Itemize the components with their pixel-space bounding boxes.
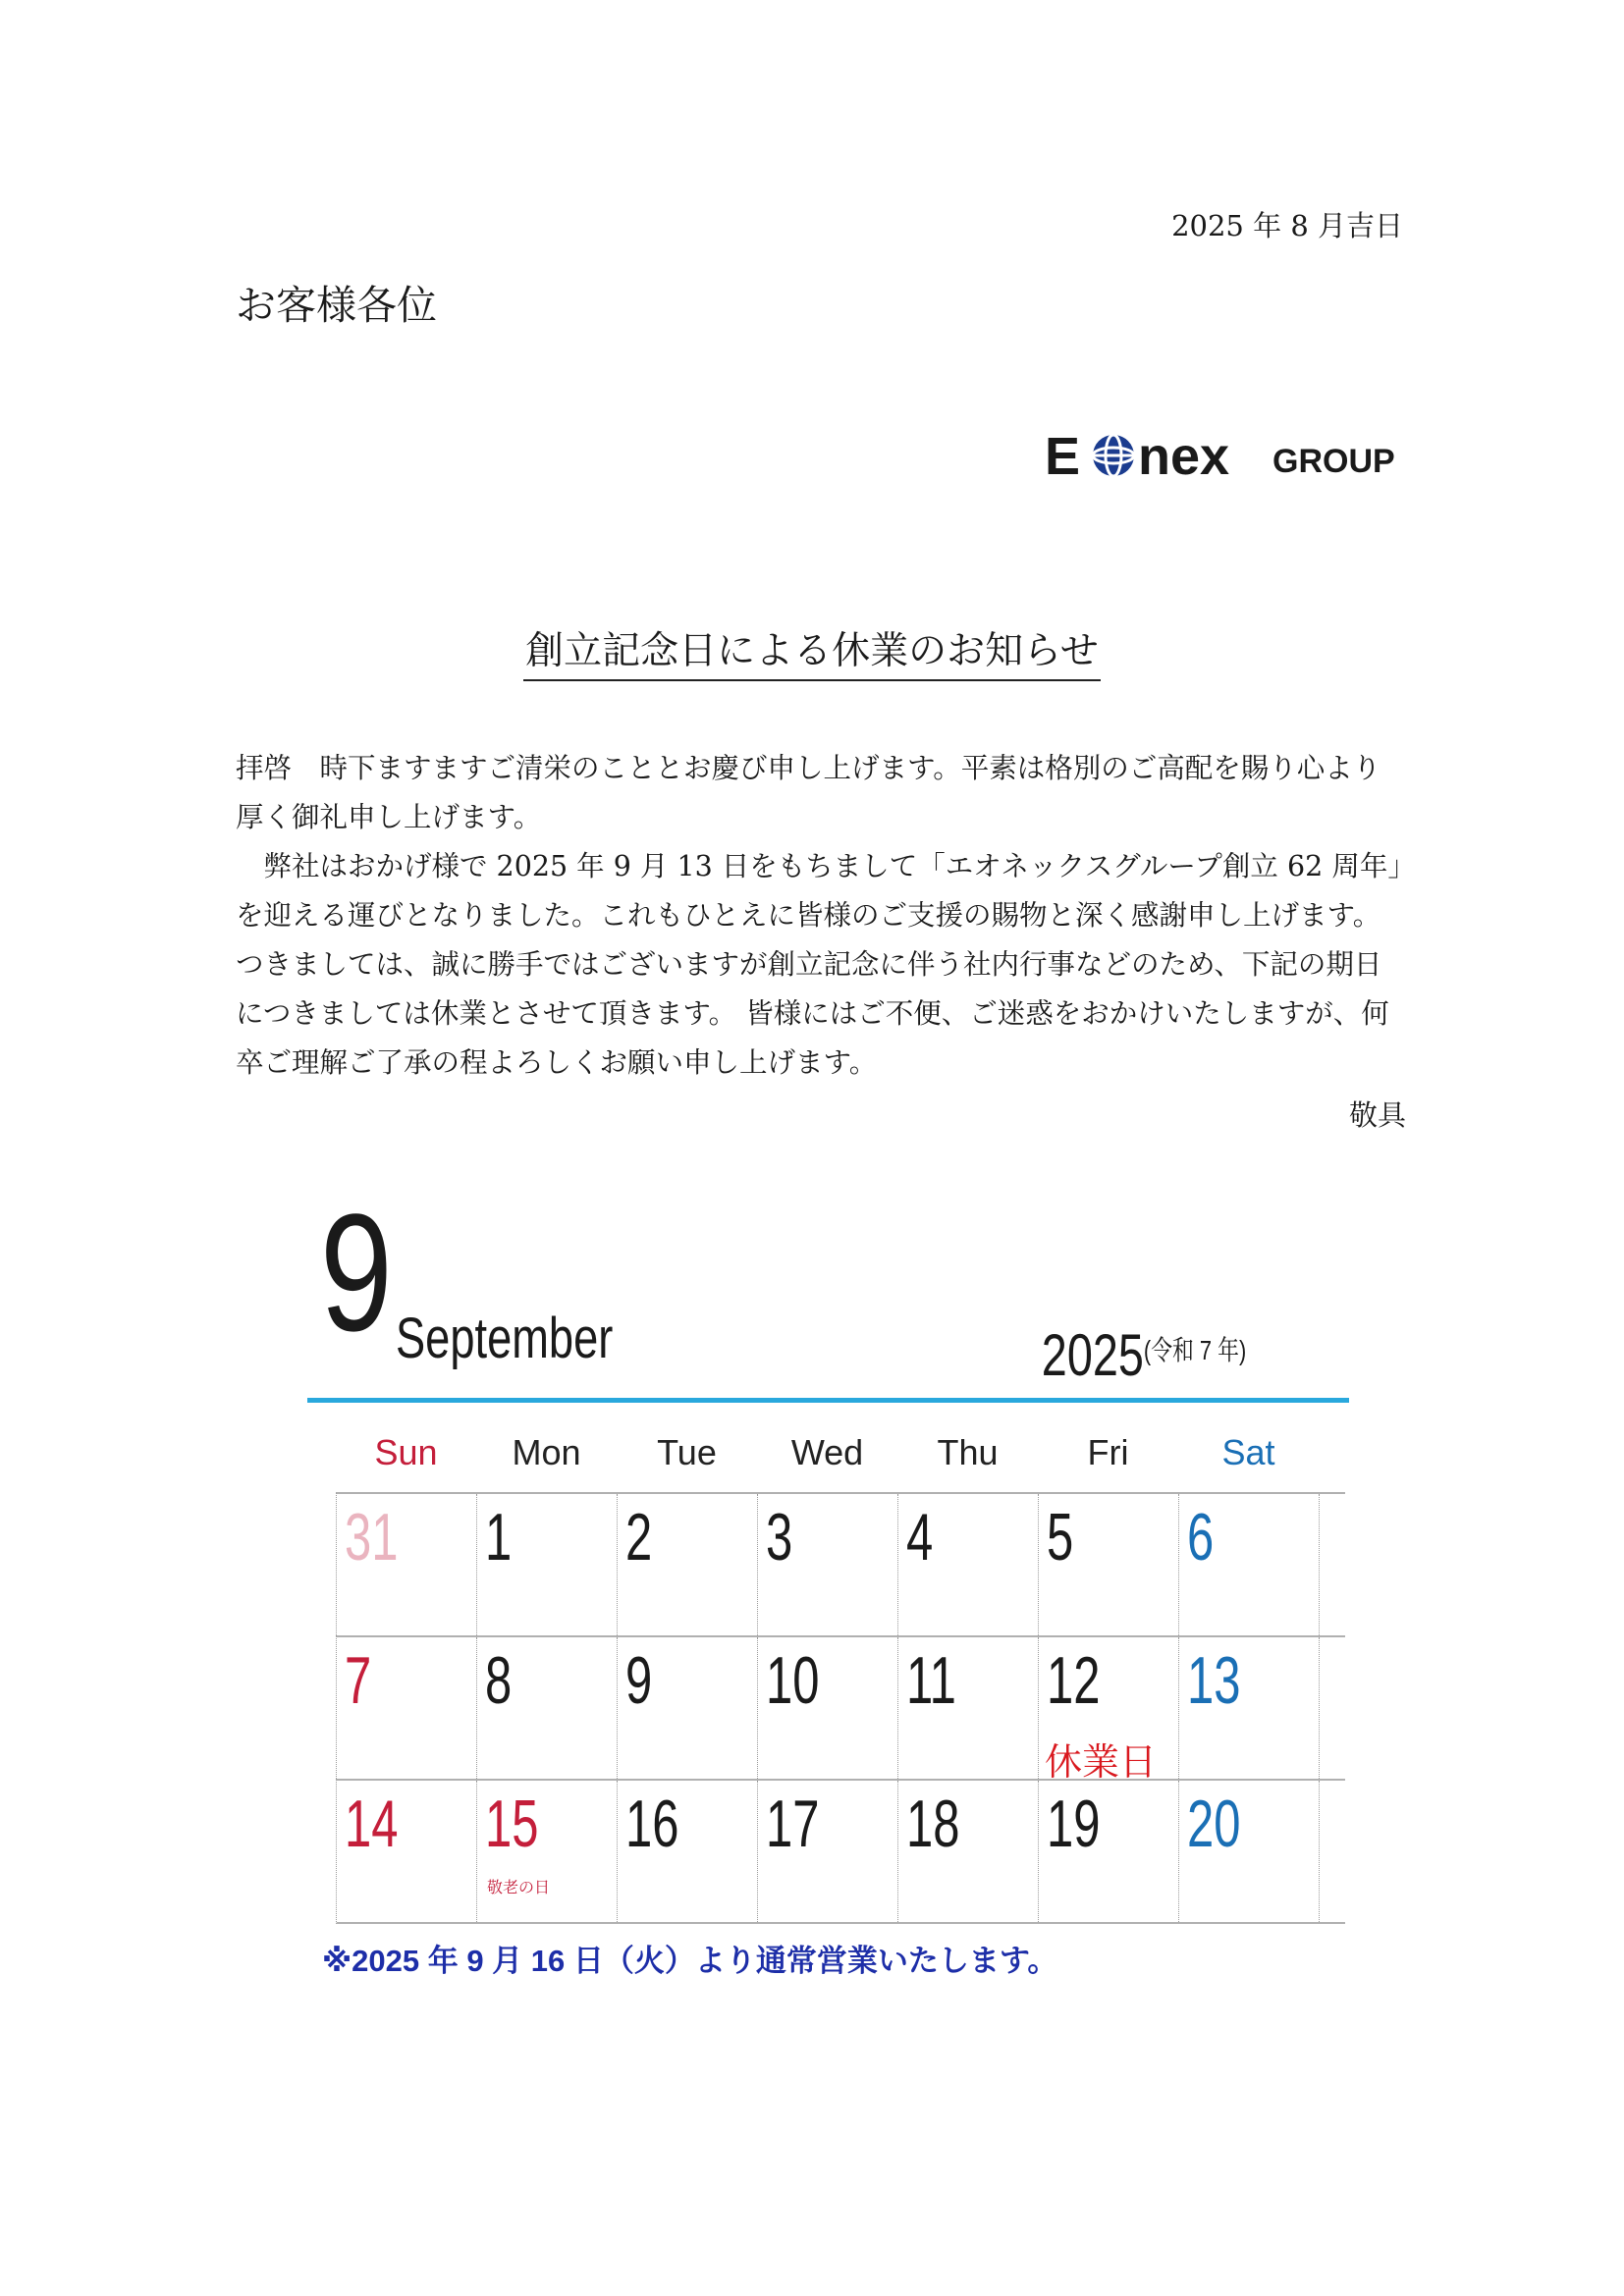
weekday-sun: Sun [374,1432,438,1472]
calendar-day-closed [1039,1637,1179,1784]
weekday-sat: Sat [1221,1432,1275,1472]
day-number: 18 [906,1787,960,1861]
day-number: 10 [766,1643,820,1718]
calendar-accent-line [307,1398,1349,1403]
day-number: 11 [906,1643,956,1718]
day-number: 19 [1047,1787,1101,1861]
calendar-day [898,1781,1039,1922]
calendar-day [758,1781,898,1922]
calendar-year: 2025 [1041,1322,1144,1388]
day-number: 13 [1187,1643,1241,1718]
day-number: 14 [345,1787,399,1861]
calendar-day [618,1781,758,1922]
letter-body [236,744,1404,1088]
day-number: 17 [766,1787,820,1861]
calendar-day [1039,1494,1179,1635]
calendar-day [1179,1637,1320,1779]
day-number: 2 [625,1500,653,1575]
globe-icon [1093,435,1134,476]
addressee: お客様各位 [236,282,437,329]
weekday-thu: Thu [937,1432,999,1472]
closed-day-label: 休業日 [1045,1742,1158,1784]
weekday-tue: Tue [657,1432,717,1472]
reopening-note: ※2025 年 9 月 16 日（火）より通常営業いたします。 [322,1944,1058,1978]
logo-group-text: GROUP [1272,443,1395,480]
day-number: 7 [345,1643,372,1718]
eonex-group-logo [1045,428,1400,483]
calendar-week-1 [336,1492,1345,1635]
calendar-week-2 [336,1635,1345,1784]
notice-title-text: 創立記念日による休業のお知らせ [523,629,1101,681]
day-number: 8 [485,1643,513,1718]
calendar-day [618,1494,758,1635]
calendar-day [337,1781,477,1922]
letter-date: 2025 年 8 月吉日 [1171,209,1403,242]
day-number: 4 [906,1500,934,1575]
weekday-wed: Wed [790,1432,864,1472]
calendar-day [898,1494,1039,1635]
day-number: 12 [1047,1643,1101,1718]
day-number: 20 [1187,1787,1241,1861]
calendar-day [898,1637,1039,1779]
day-number: 1 [485,1500,513,1575]
calendar-day [337,1637,477,1779]
logo-letter-e: E [1045,428,1081,483]
calendar-week-3 [336,1779,1345,1924]
calendar-era: (令和 7 年) [1143,1335,1246,1365]
day-number: 5 [1047,1500,1074,1575]
calendar-day [477,1494,618,1635]
calendar-day-holiday [477,1781,618,1922]
weekday-header-row [336,1414,1345,1492]
calendar-day [477,1637,618,1779]
calendar-day [1039,1781,1179,1922]
calendar-grid [336,1414,1345,1924]
calendar-day [618,1637,758,1779]
calendar-day [1179,1781,1320,1922]
logo-letters-nex: nex [1138,428,1230,483]
closing-word: 敬具 [1348,1098,1406,1132]
holiday-label: 敬老の日 [487,1880,551,1896]
notice-title [0,620,1624,675]
calendar-month-name: September [396,1307,614,1370]
weekday-mon: Mon [512,1432,581,1472]
calendar-day [758,1494,898,1635]
day-number: 31 [345,1500,399,1575]
calendar-day [1179,1494,1320,1635]
day-number: 9 [625,1643,653,1718]
weekday-fri: Fri [1087,1432,1129,1472]
day-number: 16 [625,1787,679,1861]
calendar-month-number: 9 [320,1180,393,1366]
calendar-year-block [1042,1321,1246,1389]
day-number: 3 [766,1500,793,1575]
body-paragraph-2: 弊社はおかげ様で 2025 年 9 月 13 日をもちまして「エオネックスグループ創立 62 周年」を迎える運びとなりました。これもひとえに皆様のご支援の賜物と深く感謝申し上げます。つきましては、誠に勝手ではございますが創立記念に伴う社内行事などのため、下記の期日につきましては休業とさせて頂きます。 皆様にはご不便、ご迷惑をおかけいたしますが、何卒ご理解ご了承の程よろしくお願い申し上げます。 [236,850,1402,1079]
day-number: 6 [1187,1500,1215,1575]
calendar-day [337,1494,477,1635]
body-paragraph-1: 拝啓 時下ますますご清栄のこととお慶び申し上げます。平素は格別のご高配を賜り心より厚く御礼申し上げます。 [236,752,1381,833]
day-number: 15 [485,1787,539,1861]
calendar-day [758,1637,898,1779]
